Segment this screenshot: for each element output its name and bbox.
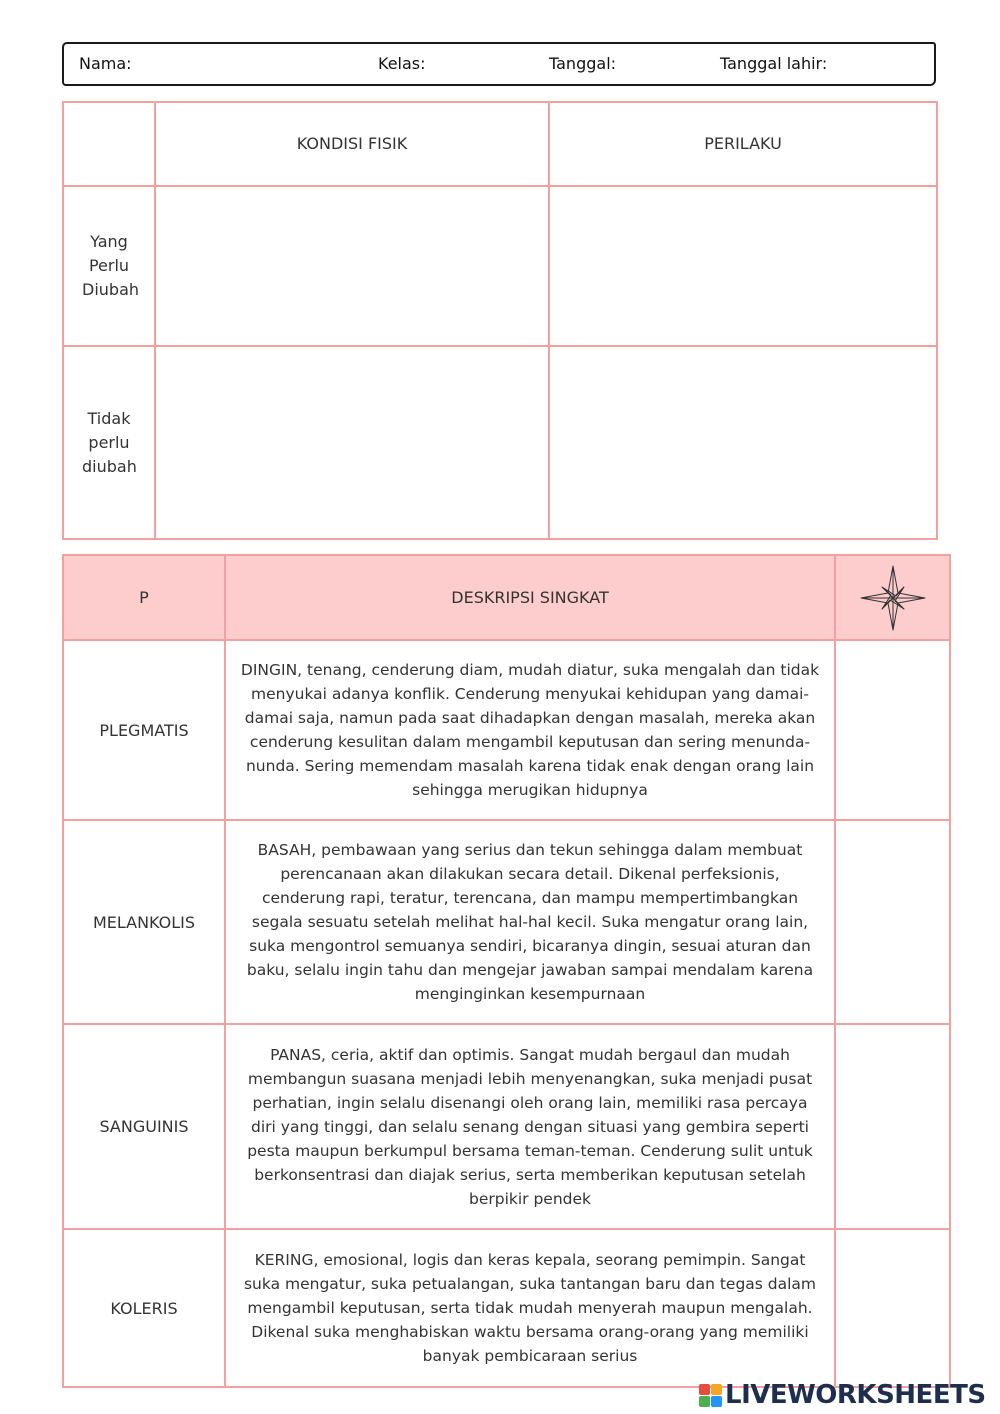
nama-label: Nama: xyxy=(79,54,132,73)
tanggal-label: Tanggal: xyxy=(549,54,617,73)
brand-text: LIVEWORKSHEETS xyxy=(725,1380,986,1410)
answer-cell[interactable] xyxy=(835,820,950,1024)
row-label xyxy=(63,186,155,346)
answer-cell-perilaku[interactable] xyxy=(549,186,937,346)
type-name: PLEGMATIS xyxy=(63,640,225,820)
student-info-header xyxy=(62,42,936,86)
col-perilaku: PERILAKU xyxy=(549,102,937,186)
row-sanguinis xyxy=(63,1024,950,1229)
compass-cell xyxy=(835,555,950,640)
row-label-text: Yang Perlu Diubah xyxy=(82,232,140,299)
type-name: KOLERIS xyxy=(63,1229,225,1387)
type-description: KERING, emosional, logis dan keras kepala, seorang pemimpin. Sangat suka mengatur, suka petualangan, suka tantangan baru dan tegas dalam mengambil keputusan, serta tidak mudah menyerah maupun mengalah. Dikenal suka menghabiskan waktu bersama orang-orang yang memiliki banyak pembicaraan serius xyxy=(225,1229,835,1387)
live-mark-icon xyxy=(699,1384,723,1408)
row-label xyxy=(63,346,155,539)
answer-cell[interactable] xyxy=(835,1024,950,1229)
answer-cell[interactable] xyxy=(835,640,950,820)
type-name: SANGUINIS xyxy=(63,1024,225,1229)
assessment-table xyxy=(62,101,938,540)
type-description: BASAH, pembawaan yang serius dan tekun sehingga dalam membuat perencanaan akan dilakukan secara detail. Dikenal perfeksionis, cenderung rapi, teratur, terencana, dan mampu mempertimbangkan segala sesuatu setelah melihat hal-hal kecil. Suka mengatur orang lain, suka mengontrol semuanya sendiri, bicaranya dingin, sesuai aturan dan baku, selalu ingin tahu dan mengejar jawaban sampai mendalam karena menginginkan kesempurnaan xyxy=(225,820,835,1024)
answer-cell-kondisi-fisik[interactable] xyxy=(155,186,549,346)
type-description: DINGIN, tenang, cenderung diam, mudah diatur, suka mengalah dan tidak menyukai adanya konflik. Cenderung menyukai kehidupan yang damai-damai saja, namun pada saat dihadapkan dengan masalah, mereka akan cenderung kesulitan dalam mengambil keputusan dan sering menunda-nunda. Sering memendam masalah karena tidak enak dengan orang lain sehingga merugikan hidupnya xyxy=(225,640,835,820)
row-label-text: Tidak perlu diubah xyxy=(82,408,137,476)
col-p: P xyxy=(63,555,225,640)
tanggal-lahir-label: Tanggal lahir: xyxy=(720,54,828,73)
kelas-label: Kelas: xyxy=(378,54,426,73)
row-melankolis xyxy=(63,820,950,1024)
compass-star-icon xyxy=(860,565,926,631)
row-yang-perlu-diubah xyxy=(63,186,937,346)
row-tidak-perlu-diubah xyxy=(63,346,937,539)
row-koleris xyxy=(63,1229,950,1387)
answer-cell-perilaku[interactable] xyxy=(549,346,937,539)
personality-header-row xyxy=(63,555,950,640)
empty-corner-cell xyxy=(63,102,155,186)
personality-table xyxy=(62,554,951,1388)
col-kondisi-fisik: KONDISI FISIK xyxy=(155,102,549,186)
row-plegmatis xyxy=(63,640,950,820)
assessment-header-row xyxy=(63,102,937,186)
type-name: MELANKOLIS xyxy=(63,820,225,1024)
answer-cell[interactable] xyxy=(835,1229,950,1387)
answer-cell-kondisi-fisik[interactable] xyxy=(155,346,549,539)
type-description: PANAS, ceria, aktif dan optimis. Sangat mudah bergaul dan mudah membangun suasana menjadi lebih menyenangkan, suka menjadi pusat perhatian, ingin selalu disenangi oleh orang lain, memiliki rasa percaya diri yang tinggi, dan selalu senang dengan situasi yang gembira seperti pesta maupun berkumpul bersama teman-teman. Cenderung sulit untuk berkonsentrasi dan diajak serius, serta memberikan keputusan setelah berpikir pendek xyxy=(225,1024,835,1229)
col-deskripsi-singkat: DESKRIPSI SINGKAT xyxy=(225,555,835,640)
